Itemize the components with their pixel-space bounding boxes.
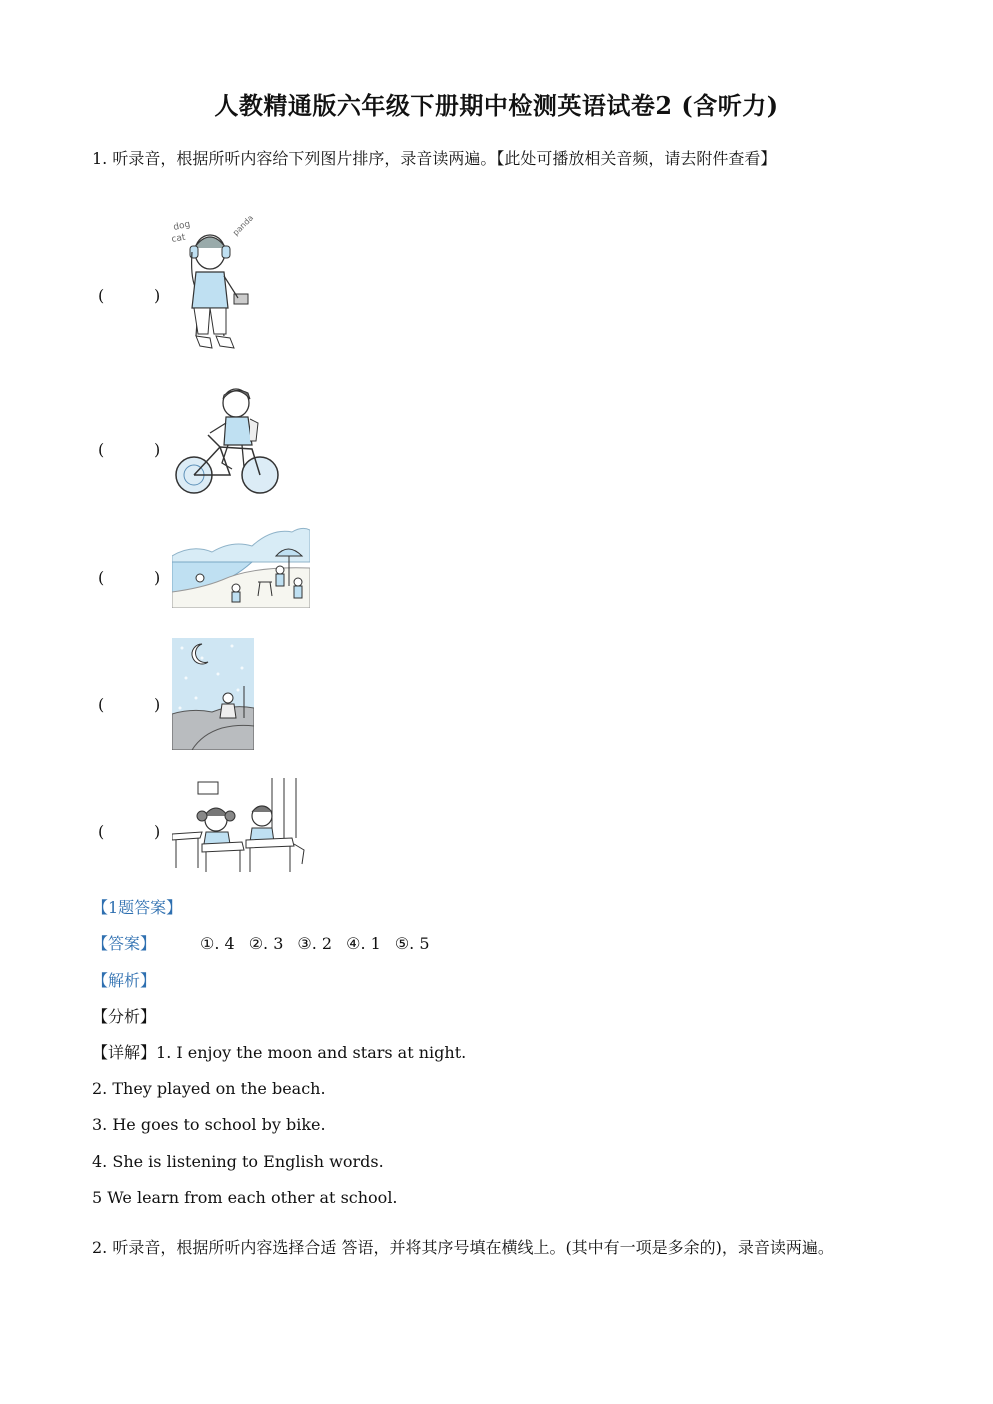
paren-right: )	[154, 568, 161, 587]
answer-value: ③. 2	[297, 934, 333, 953]
answer-value: ⑤. 5	[394, 934, 430, 953]
word-panda: panda	[231, 213, 256, 238]
paren-left: (	[98, 568, 105, 587]
paren-right: )	[154, 286, 161, 305]
answer-blank-2[interactable]	[98, 440, 168, 459]
question-2-prompt: 2. 听录音，根据所听内容选择合适 答语，并将其序号填在横线上。(其中有一项是多余的)，录音读两遍。	[92, 1238, 834, 1257]
answer-values	[200, 934, 444, 953]
answer-row	[92, 933, 444, 955]
answer-value: ④. 1	[346, 934, 381, 953]
moon-night-scene-illustration	[172, 638, 254, 750]
answer-blank-3[interactable]	[98, 568, 168, 587]
detail-line-1	[92, 1042, 466, 1064]
paren-left: (	[98, 822, 105, 841]
paren-left: (	[98, 286, 105, 305]
detail-line-5: 5 We learn from each other at school.	[92, 1188, 398, 1207]
word-cat: cat	[170, 232, 187, 245]
answer-blank-4[interactable]	[98, 695, 168, 714]
answer-header: 【1题答案】	[92, 898, 183, 917]
answer-blank-5[interactable]	[98, 822, 168, 841]
paren-left: (	[98, 695, 105, 714]
answer-value: ①. 4	[200, 934, 235, 953]
boy-riding-bike-illustration	[172, 383, 282, 497]
paren-left: (	[98, 440, 105, 459]
answer-label: 【答案】	[92, 934, 157, 953]
fenxi-label: 【分析】	[92, 1007, 157, 1026]
detail-line-2: 2. They played on the beach.	[92, 1079, 326, 1098]
girl-listening-headphones-illustration	[168, 212, 268, 356]
paren-right: )	[154, 440, 161, 459]
answer-blank-1[interactable]	[98, 286, 168, 305]
analysis-label: 【解析】	[92, 971, 157, 990]
page-title: 人教精通版六年级下册期中检测英语试卷2 (含听力)	[214, 91, 779, 120]
detail-label: 【详解】	[92, 1043, 157, 1062]
beach-scene-illustration	[172, 522, 310, 608]
question-1-prompt: 1. 听录音，根据所听内容给下列图片排序，录音读两遍。【此处可播放相关音频，请去附件查看】	[92, 149, 777, 168]
detail-line-3: 3. He goes to school by bike.	[92, 1115, 326, 1134]
paren-right: )	[154, 822, 161, 841]
word-dog: dog	[172, 219, 192, 233]
detail-text: 1. I enjoy the moon and stars at night.	[156, 1043, 467, 1062]
detail-line-4: 4. She is listening to English words.	[92, 1152, 384, 1171]
answer-value: ②. 3	[248, 934, 284, 953]
classroom-students-illustration	[172, 778, 306, 872]
paren-right: )	[154, 695, 161, 714]
